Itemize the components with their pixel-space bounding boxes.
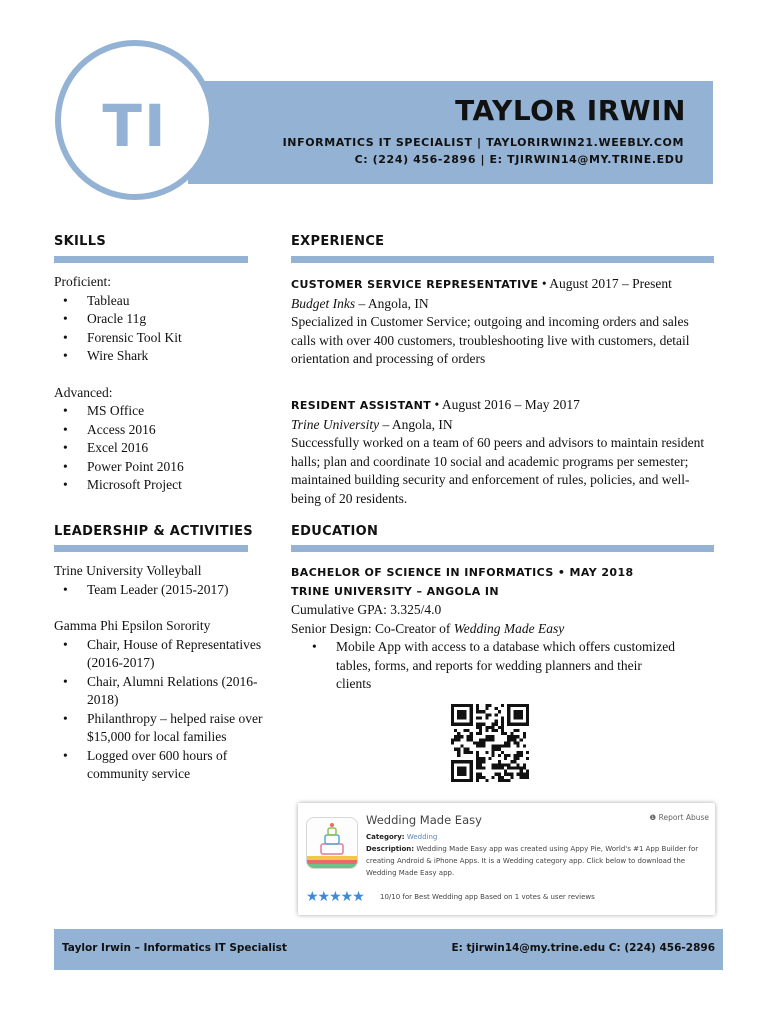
sorority-list <box>54 636 269 784</box>
header-contact: C: (224) 456-2896 | E: TJIRWIN14@MY.TRINE.EDU <box>354 153 684 166</box>
leadership-rule <box>54 545 248 552</box>
skills-rule <box>54 256 248 263</box>
app-description: Wedding Made Easy app was created using Appy Pie, World's #1 App Builder for creating Android & iPhone Apps. It is a Wedding category app. Click below to download the Wedding Made Easy app. <box>366 845 699 877</box>
app-meta <box>366 831 706 879</box>
qr-code[interactable] <box>451 704 529 782</box>
job-entry <box>291 275 716 369</box>
degree: BACHELOR OF SCIENCE IN INFORMATICS • MAY 2018 <box>291 566 634 579</box>
footer-contact: E: tjirwin14@my.trine.edu C: (224) 456-2896 <box>451 942 715 954</box>
volleyball-list <box>54 581 269 600</box>
monogram-circle <box>55 40 215 200</box>
list-item: • Microsoft Project <box>87 476 254 495</box>
app-store-card[interactable] <box>298 803 715 915</box>
school: TRINE UNIVERSITY – ANGOLA IN <box>291 584 499 598</box>
education-section <box>291 564 716 694</box>
list-item: • MS Office <box>87 402 254 421</box>
list-item: • Philanthropy – helped raise over $15,000 for local families <box>87 710 269 747</box>
proficient-label: Proficient: <box>54 274 111 289</box>
report-abuse-label: Report Abuse <box>658 813 709 822</box>
list-item: • Oracle 11g <box>87 310 254 329</box>
description-label: Description: <box>366 845 415 853</box>
candidate-name: TAYLOR IRWIN <box>455 94 686 127</box>
experience-rule <box>291 256 714 263</box>
app-name: Wedding Made Easy <box>366 813 482 827</box>
skills-section <box>54 273 254 495</box>
job-entry <box>291 396 716 508</box>
report-abuse-link[interactable] <box>649 813 709 822</box>
footer-name: Taylor Irwin – Informatics IT Specialist <box>62 942 287 954</box>
gpa: Cumulative GPA: 3.325/4.0 <box>291 602 442 617</box>
leadership-section <box>54 562 269 784</box>
experience-heading: EXPERIENCE <box>291 234 385 249</box>
activity-group-sorority: Gamma Phi Epsilon Sorority <box>54 618 211 633</box>
job-location: – Angola, IN <box>355 295 429 311</box>
proficient-list <box>54 292 254 366</box>
design-list <box>291 638 676 694</box>
job-dates: • August 2017 – Present <box>541 276 672 291</box>
list-item: • Access 2016 <box>87 421 254 440</box>
list-item: • Chair, House of Representatives (2016-2017) <box>87 636 269 673</box>
category-label: Category: <box>366 833 405 841</box>
list-item: • Power Point 2016 <box>87 458 254 477</box>
job-location: – Angola, IN <box>379 416 453 432</box>
job-title: RESIDENT ASSISTANT <box>291 399 432 412</box>
list-item: • Tableau <box>87 292 254 311</box>
list-item: • Excel 2016 <box>87 439 254 458</box>
job-description: Successfully worked on a team of 60 peers and advisors to maintain resident halls; plan and coordinate 10 social and academic programs per semester; maintained building security and enforcement of rules, policies, and well-being of 20 residents. <box>291 435 705 506</box>
wedding-cake-icon <box>306 817 358 869</box>
rating-text: 10/10 for Best Wedding app Based on 1 votes & user reviews <box>380 893 595 901</box>
list-item: • Chair, Alumni Relations (2016-2018) <box>87 673 269 710</box>
header-tagline: INFORMATICS IT SPECIALIST | TAYLORIRWIN21.WEEBLY.COM <box>282 136 684 149</box>
list-item: • Forensic Tool Kit <box>87 329 254 348</box>
skills-heading: SKILLS <box>54 234 107 249</box>
category-link[interactable]: Wedding <box>406 833 438 841</box>
education-heading: EDUCATION <box>291 524 379 539</box>
advanced-label: Advanced: <box>54 384 113 400</box>
list-item: • Wire Shark <box>87 347 254 366</box>
advanced-list <box>54 402 254 495</box>
job-org: Budget Inks <box>291 295 356 311</box>
job-title: CUSTOMER SERVICE REPRESENTATIVE <box>291 278 539 291</box>
info-icon: ❶ <box>649 813 657 822</box>
job-description: Specialized in Customer Service; outgoing and incoming orders and sales calls with over 400 customers, troubleshooting live with customers, detail orientation and processing of orders <box>291 314 690 366</box>
job-dates: • August 2016 – May 2017 <box>434 397 580 412</box>
monogram-initials: TI <box>102 92 168 160</box>
senior-design-name: Wedding Made Easy <box>453 620 565 636</box>
senior-design-label: Senior Design: Co-Creator of <box>291 620 454 636</box>
list-item: • Mobile App with access to a database which offers customized tables, forms, and reports for wedding planners and their clients <box>336 638 676 694</box>
job-org: Trine University <box>291 416 380 432</box>
education-rule <box>291 545 714 552</box>
footer-band <box>54 929 723 970</box>
star-rating-icon: ★★★★★ <box>306 890 364 905</box>
activity-group-volleyball: Trine University Volleyball <box>54 563 202 578</box>
leadership-heading: LEADERSHIP & ACTIVITIES <box>54 524 253 539</box>
list-item: • Logged over 600 hours of community service <box>87 747 269 784</box>
list-item: • Team Leader (2015-2017) <box>87 581 269 600</box>
